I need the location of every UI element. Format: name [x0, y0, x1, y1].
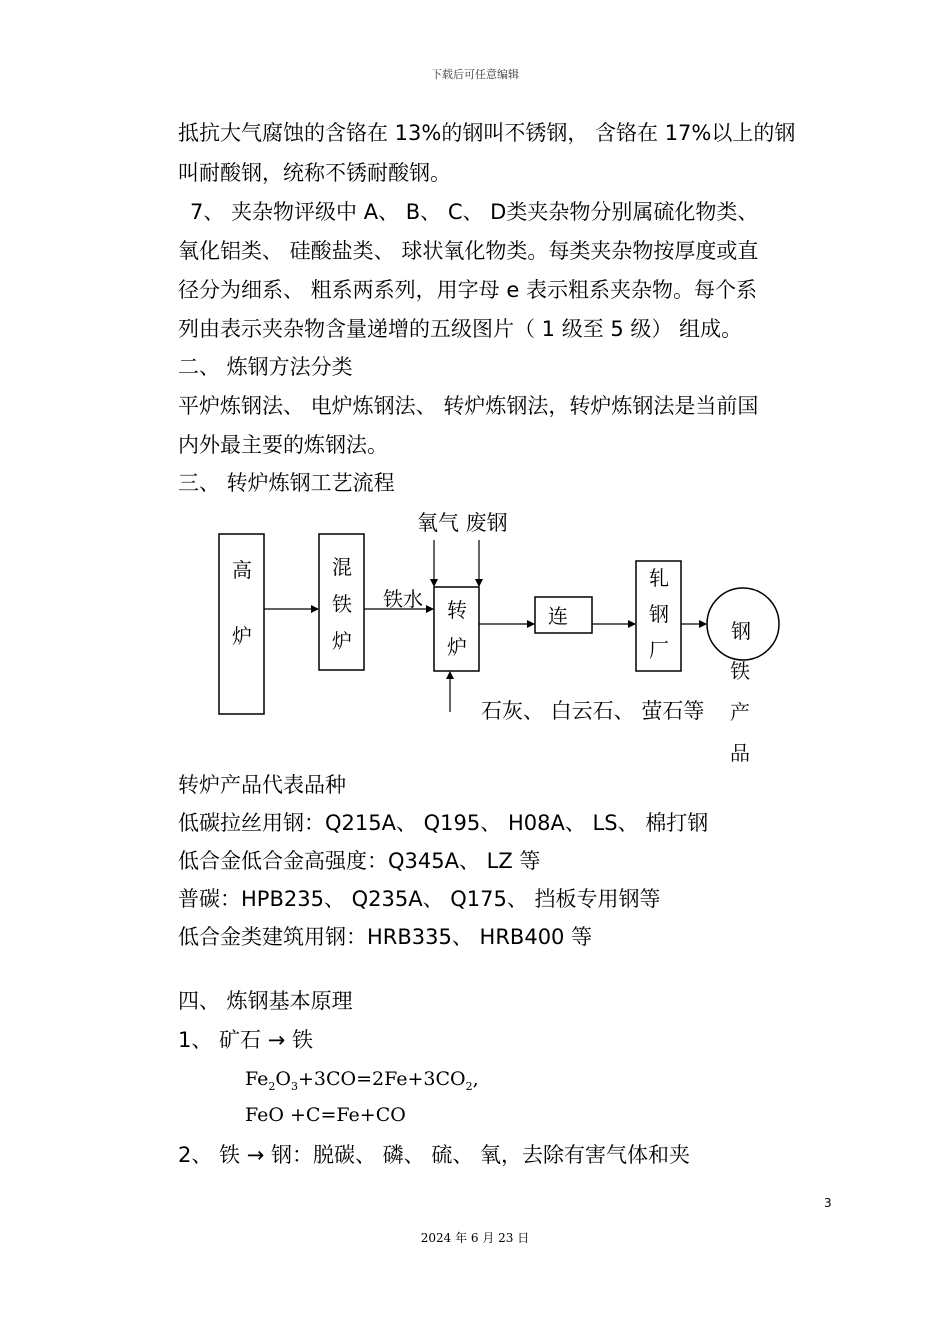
section-heading: 二、 炼钢方法分类 — [178, 355, 353, 379]
body-line: 径分为细系、 粗系两系列，用字母 e 表示粗系夹杂物。每个系 — [178, 278, 757, 302]
hot-metal-label: 铁水 — [383, 587, 423, 611]
body-line: 普碳：HPB235、 Q235A、 Q175、 挡板专用钢等 — [178, 887, 661, 911]
diagram-top-inputs: 氧气 废钢 — [417, 511, 508, 535]
converter-label: 转 — [447, 598, 467, 622]
body-line: 低合金类建筑用钢：HRB335、 HRB400 等 — [178, 925, 593, 949]
mill-label: 钢 — [649, 602, 669, 626]
blast-furnace-label: 炉 — [232, 624, 252, 648]
section-heading: 四、 炼钢基本原理 — [178, 989, 353, 1013]
body-line: 叫耐酸钢，统称不锈耐酸钢。 — [178, 161, 451, 185]
mill-label: 轧 — [649, 566, 669, 590]
mixer-label: 铁 — [332, 592, 352, 616]
body-line: 抵抗大气腐蚀的含铬在 13%的钢叫不锈钢， 含铬在 17%以上的钢 — [178, 121, 796, 145]
page-number: 3 — [824, 1196, 832, 1210]
footer-date: 2024 年 6 月 23 日 — [420, 1231, 530, 1245]
product-label: 品 — [730, 741, 750, 765]
equation-1: $Fe_2O_3+3CO=2Fe+3CO_2$, — [245, 1068, 479, 1093]
steel-circle-label: 钢 — [731, 619, 751, 643]
body-line: 内外最主要的炼钢法。 — [178, 433, 388, 457]
body-line: 7、 夹杂物评级中 A、 B、 C、 D类夹杂物分别属硫化物类、 — [190, 200, 759, 224]
body-line: 低碳拉丝用钢：Q215A、 Q195、 H08A、 LS、 棉打钢 — [178, 811, 709, 835]
body-line: 氧化铝类、 硅酸盐类、 球状氧化物类。每类夹杂物按厚度或直 — [178, 239, 759, 263]
body-line: 2、 铁 → 钢：脱碳、 磷、 硫、 氧，去除有害气体和夹 — [178, 1143, 691, 1167]
flux-label: 石灰、 白云石、 萤石等 — [481, 699, 705, 723]
body-line: 转炉产品代表品种 — [178, 773, 346, 797]
page-header-note: 下载后可任意编辑 — [431, 68, 519, 81]
blast-furnace-label: 高 — [232, 558, 252, 582]
mixer-label: 混 — [332, 555, 352, 579]
body-line: 1、 矿石 → 铁 — [178, 1028, 313, 1052]
product-label: 产 — [730, 700, 750, 724]
mill-label: 厂 — [649, 638, 669, 662]
equation-2: FeO +C=Fe+CO — [245, 1104, 406, 1126]
mixer-label: 炉 — [332, 629, 352, 653]
body-line: 列由表示夹杂物含量递增的五级图片（ 1 级至 5 级） 组成。 — [178, 317, 743, 341]
product-label: 铁 — [730, 659, 750, 683]
body-line: 平炉炼钢法、 电炉炼钢法、 转炉炼钢法，转炉炼钢法是当前国 — [178, 394, 759, 418]
section-heading: 三、 转炉炼钢工艺流程 — [178, 471, 395, 495]
body-line: 低合金低合金高强度：Q345A、 LZ 等 — [178, 849, 541, 873]
caster-label: 连 — [548, 604, 568, 628]
converter-label: 炉 — [447, 635, 467, 659]
